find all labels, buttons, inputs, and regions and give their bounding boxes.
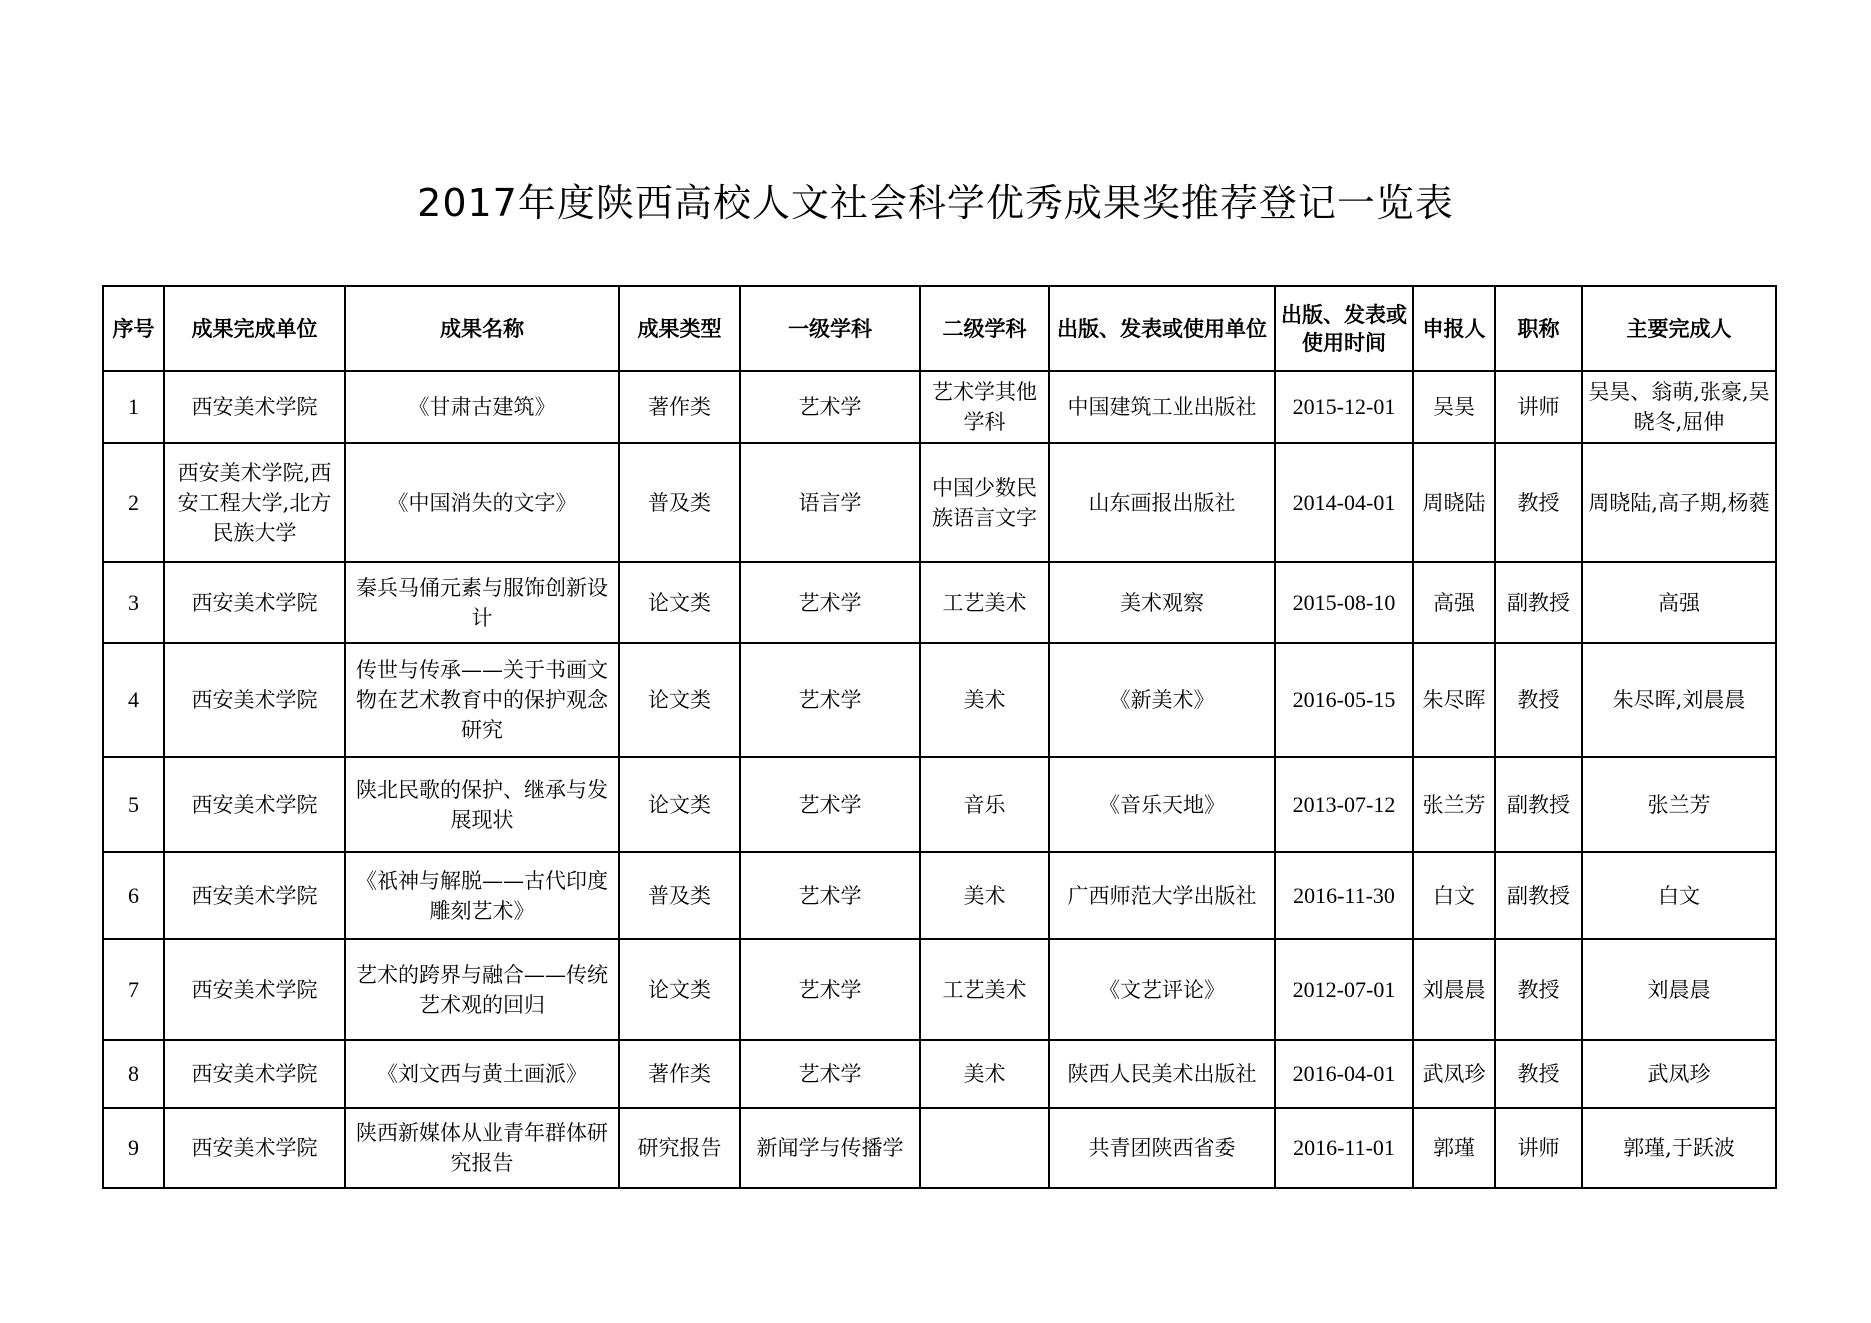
col-header-contributors: 主要完成人 — [1582, 286, 1776, 371]
cell-discipline-1: 艺术学 — [740, 371, 920, 443]
cell-discipline-2: 美术 — [920, 1040, 1049, 1108]
col-header-publisher: 出版、发表或使用单位 — [1049, 286, 1275, 371]
col-header-name: 成果名称 — [345, 286, 619, 371]
cell-contributors: 张兰芳 — [1582, 757, 1776, 852]
cell-index: 8 — [103, 1040, 164, 1108]
cell-unit: 西安美术学院 — [164, 1108, 345, 1188]
cell-publish-date: 2016-11-01 — [1275, 1108, 1413, 1188]
cell-index: 9 — [103, 1108, 164, 1188]
cell-discipline-2: 美术 — [920, 852, 1049, 939]
cell-type: 研究报告 — [619, 1108, 740, 1188]
cell-unit: 西安美术学院 — [164, 562, 345, 643]
col-header-type: 成果类型 — [619, 286, 740, 371]
cell-name: 陕北民歌的保护、继承与发展现状 — [345, 757, 619, 852]
table-row — [103, 562, 1776, 643]
table-row — [103, 643, 1776, 757]
cell-type: 论文类 — [619, 757, 740, 852]
cell-title: 教授 — [1495, 443, 1582, 562]
cell-publish-date: 2016-11-30 — [1275, 852, 1413, 939]
cell-index: 5 — [103, 757, 164, 852]
table-row — [103, 852, 1776, 939]
cell-publish-date: 2015-12-01 — [1275, 371, 1413, 443]
cell-discipline-2: 美术 — [920, 643, 1049, 757]
cell-type: 著作类 — [619, 1040, 740, 1108]
cell-publisher: 《文艺评论》 — [1049, 939, 1275, 1040]
cell-publish-date: 2012-07-01 — [1275, 939, 1413, 1040]
cell-publisher: 《新美术》 — [1049, 643, 1275, 757]
cell-unit: 西安美术学院 — [164, 371, 345, 443]
cell-discipline-1: 艺术学 — [740, 852, 920, 939]
cell-publisher: 广西师范大学出版社 — [1049, 852, 1275, 939]
cell-publisher: 美术观察 — [1049, 562, 1275, 643]
cell-publisher: 山东画报出版社 — [1049, 443, 1275, 562]
cell-contributors: 吴昊、翁萌,张豪,吴晓冬,屈伸 — [1582, 371, 1776, 443]
cell-applicant: 郭瑾 — [1413, 1108, 1495, 1188]
cell-contributors: 朱尽晖,刘晨晨 — [1582, 643, 1776, 757]
cell-type: 论文类 — [619, 562, 740, 643]
table-row — [103, 371, 1776, 443]
col-header-publish-date: 出版、发表或使用时间 — [1275, 286, 1413, 371]
cell-publisher: 中国建筑工业出版社 — [1049, 371, 1275, 443]
cell-applicant: 武凤珍 — [1413, 1040, 1495, 1108]
cell-name: 《甘肃古建筑》 — [345, 371, 619, 443]
cell-publisher: 共青团陕西省委 — [1049, 1108, 1275, 1188]
cell-index: 1 — [103, 371, 164, 443]
cell-applicant: 张兰芳 — [1413, 757, 1495, 852]
cell-publisher: 《音乐天地》 — [1049, 757, 1275, 852]
col-header-discipline-1: 一级学科 — [740, 286, 920, 371]
cell-discipline-1: 新闻学与传播学 — [740, 1108, 920, 1188]
cell-name: 传世与传承——关于书画文物在艺术教育中的保护观念研究 — [345, 643, 619, 757]
cell-type: 论文类 — [619, 939, 740, 1040]
cell-title: 讲师 — [1495, 371, 1582, 443]
col-header-unit: 成果完成单位 — [164, 286, 345, 371]
cell-discipline-1: 语言学 — [740, 443, 920, 562]
cell-index: 2 — [103, 443, 164, 562]
cell-contributors: 高强 — [1582, 562, 1776, 643]
cell-unit: 西安美术学院 — [164, 852, 345, 939]
cell-name: 陕西新媒体从业青年群体研究报告 — [345, 1108, 619, 1188]
cell-contributors: 白文 — [1582, 852, 1776, 939]
cell-title: 副教授 — [1495, 852, 1582, 939]
table-row — [103, 1108, 1776, 1188]
page-title: 2017年度陕西高校人文社会科学优秀成果奖推荐登记一览表 — [417, 181, 1454, 225]
cell-unit: 西安美术学院 — [164, 939, 345, 1040]
cell-discipline-1: 艺术学 — [740, 939, 920, 1040]
cell-discipline-2: 中国少数民族语言文字 — [920, 443, 1049, 562]
cell-title: 教授 — [1495, 1040, 1582, 1108]
cell-discipline-1: 艺术学 — [740, 757, 920, 852]
col-header-applicant: 申报人 — [1413, 286, 1495, 371]
cell-title: 讲师 — [1495, 1108, 1582, 1188]
cell-discipline-2: 工艺美术 — [920, 939, 1049, 1040]
cell-name: 《祇神与解脱——古代印度雕刻艺术》 — [345, 852, 619, 939]
table-row — [103, 443, 1776, 562]
cell-applicant: 白文 — [1413, 852, 1495, 939]
cell-title: 教授 — [1495, 643, 1582, 757]
cell-unit: 西安美术学院 — [164, 757, 345, 852]
col-header-discipline-2: 二级学科 — [920, 286, 1049, 371]
cell-applicant: 高强 — [1413, 562, 1495, 643]
cell-applicant: 朱尽晖 — [1413, 643, 1495, 757]
cell-name: 秦兵马俑元素与服饰创新设计 — [345, 562, 619, 643]
cell-type: 普及类 — [619, 852, 740, 939]
cell-discipline-1: 艺术学 — [740, 643, 920, 757]
cell-publish-date: 2013-07-12 — [1275, 757, 1413, 852]
cell-title: 副教授 — [1495, 562, 1582, 643]
cell-title: 教授 — [1495, 939, 1582, 1040]
cell-discipline-2: 艺术学其他学科 — [920, 371, 1049, 443]
table-row — [103, 757, 1776, 852]
cell-discipline-1: 艺术学 — [740, 562, 920, 643]
cell-discipline-2: 工艺美术 — [920, 562, 1049, 643]
table-row — [103, 939, 1776, 1040]
cell-type: 论文类 — [619, 643, 740, 757]
cell-publish-date: 2014-04-01 — [1275, 443, 1413, 562]
cell-index: 7 — [103, 939, 164, 1040]
cell-contributors: 刘晨晨 — [1582, 939, 1776, 1040]
cell-publish-date: 2016-05-15 — [1275, 643, 1413, 757]
cell-contributors: 武凤珍 — [1582, 1040, 1776, 1108]
col-header-index: 序号 — [103, 286, 164, 371]
cell-publish-date: 2016-04-01 — [1275, 1040, 1413, 1108]
cell-index: 6 — [103, 852, 164, 939]
table-row — [103, 1040, 1776, 1108]
cell-unit: 西安美术学院 — [164, 643, 345, 757]
cell-discipline-2: 音乐 — [920, 757, 1049, 852]
cell-title: 副教授 — [1495, 757, 1582, 852]
cell-applicant: 刘晨晨 — [1413, 939, 1495, 1040]
cell-index: 4 — [103, 643, 164, 757]
cell-unit: 西安美术学院 — [164, 1040, 345, 1108]
cell-publisher: 陕西人民美术出版社 — [1049, 1040, 1275, 1108]
cell-discipline-2 — [920, 1108, 1049, 1188]
cell-discipline-1: 艺术学 — [740, 1040, 920, 1108]
cell-name: 《刘文西与黄土画派》 — [345, 1040, 619, 1108]
cell-applicant: 周晓陆 — [1413, 443, 1495, 562]
cell-contributors: 周晓陆,高子期,杨蕤 — [1582, 443, 1776, 562]
cell-publish-date: 2015-08-10 — [1275, 562, 1413, 643]
cell-contributors: 郭瑾,于跃波 — [1582, 1108, 1776, 1188]
col-header-title: 职称 — [1495, 286, 1582, 371]
cell-name: 《中国消失的文字》 — [345, 443, 619, 562]
cell-index: 3 — [103, 562, 164, 643]
registration-table — [102, 285, 1777, 1189]
table-header-row — [103, 286, 1776, 371]
cell-unit: 西安美术学院,西安工程大学,北方民族大学 — [164, 443, 345, 562]
cell-type: 普及类 — [619, 443, 740, 562]
cell-type: 著作类 — [619, 371, 740, 443]
cell-applicant: 吴昊 — [1413, 371, 1495, 443]
cell-name: 艺术的跨界与融合——传统艺术观的回归 — [345, 939, 619, 1040]
